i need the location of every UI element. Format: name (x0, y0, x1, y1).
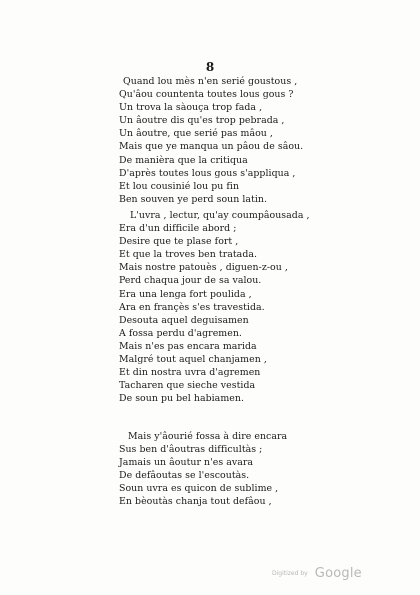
verse-line: De manièra que la critiqua (119, 154, 248, 166)
verse-line: Un âoutre, que serié pas mâou , (119, 128, 273, 140)
verse-line: Jamais un âoutur n'es avara (119, 457, 254, 469)
verse-line: Desouta aquel deguisamen (119, 314, 249, 326)
verse-line: Tacharen que sieche vestida (119, 380, 256, 392)
verse-line: Mais n'es pas encara marida (119, 340, 257, 352)
verse-line: Malgré tout aquel chanjamen , (119, 354, 267, 366)
verse-line: Quand lou mès n'en serié goustous , (123, 76, 298, 87)
verse-line: De soun pu bel habiamen. (119, 393, 244, 405)
verse-line: En bèoutàs chanja tout defâou , (119, 496, 272, 508)
verse-line: Qu'âou countenta toutes lous gous ? (119, 89, 294, 101)
digitized-watermark (272, 563, 362, 582)
verse-line: Et que la troves ben tratada. (119, 249, 258, 261)
stanza-3 (119, 430, 287, 509)
verse-line: Un âoutre dis qu'es trop pebrada , (119, 115, 285, 127)
page-number: 8 (205, 60, 215, 74)
verse-line: Soun uvra es quicon de sublime , (119, 483, 279, 495)
verse-line: Era d'un difficile abord ; (119, 223, 237, 235)
stanza-1 (119, 75, 303, 206)
verse-line: Sus ben d'âoutras difficultàs ; (119, 444, 263, 456)
verse-line: Mais que ye manqua un pâou de sâou. (119, 141, 304, 153)
verse-line: Mais y'âourié fossa à dire encara (128, 431, 288, 442)
verse-line: Et lou cousinié lou pu fin (119, 180, 240, 192)
verse-line: De defâoutas se l'escoutàs. (119, 470, 250, 482)
verse-line: Et din nostra uvra d'agremen (119, 367, 261, 379)
verse-line: Un trova la sàouça trop fada , (119, 102, 263, 114)
watermark-prefix: Digitized by (272, 570, 308, 577)
stanza-2 (119, 209, 310, 405)
verse-line: Desire que te plase fort , (119, 236, 239, 248)
verse-line: Ben souven ye perd soun latin. (119, 193, 268, 205)
verse-line: D'après toutes lous gous s'appliqua , (119, 167, 296, 179)
verse-line: Ara en françès s'es travestida. (119, 301, 265, 313)
google-logo: Google (314, 566, 362, 581)
verse-line: Perd chaqua jour de sa valou. (119, 275, 262, 287)
verse-line: L'uvra , lectur, qu'ay coumpâousada , (130, 210, 310, 221)
verse-line: A fossa perdu d'agremen. (119, 327, 242, 339)
verse-line: Mais nostre patouès , diguen-z-ou , (119, 262, 288, 274)
verse-line: Era una lenga fort poulida , (119, 288, 252, 300)
